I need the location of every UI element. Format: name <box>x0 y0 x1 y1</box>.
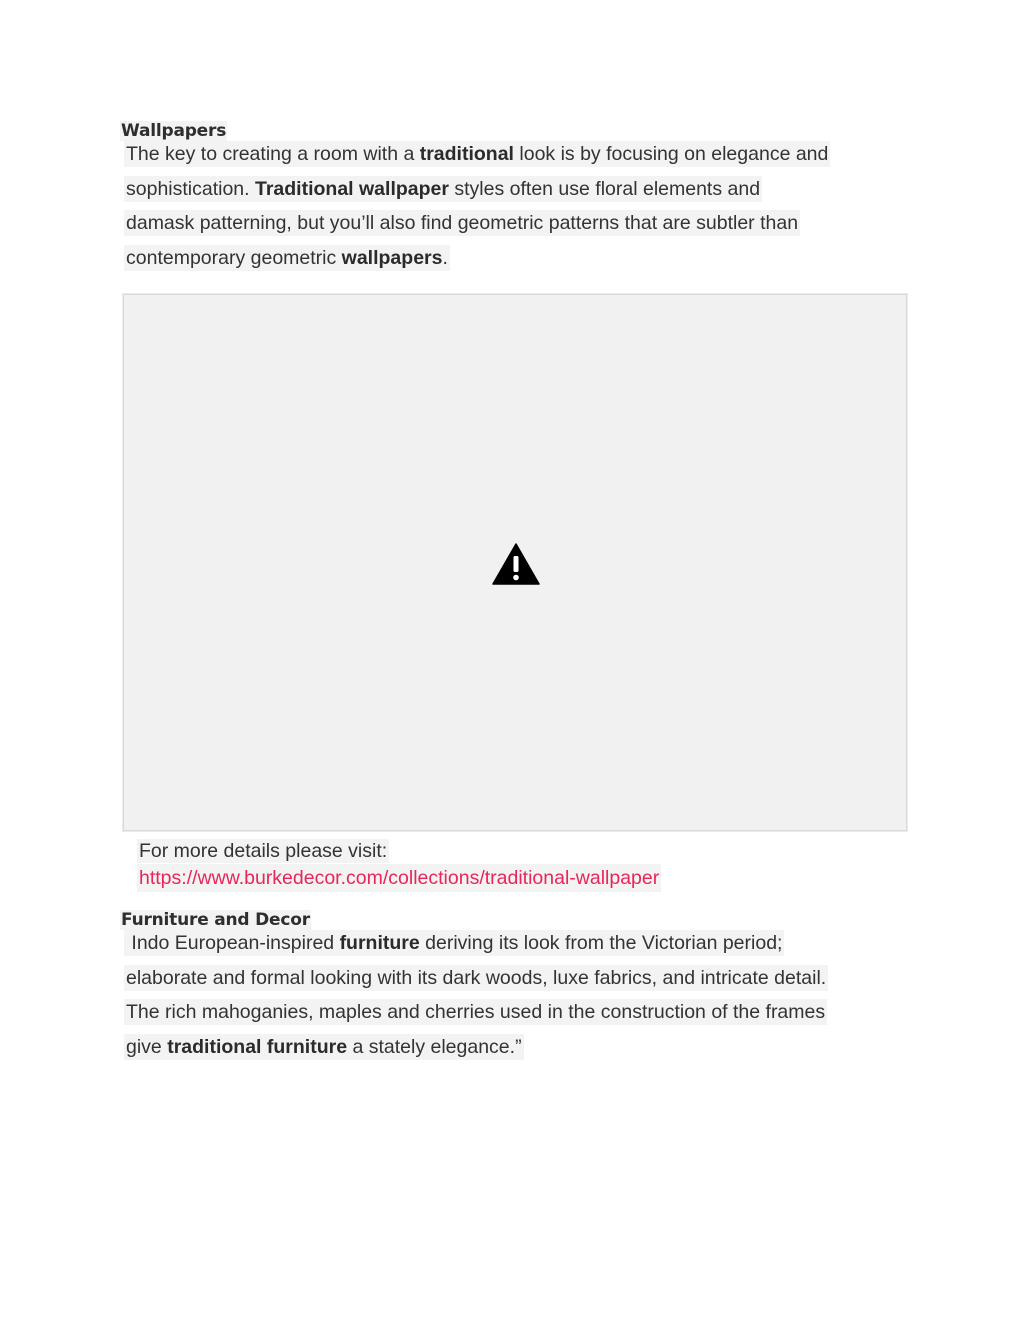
wallpapers-heading: Wallpapers <box>121 121 227 141</box>
burkedecor-link[interactable]: https://www.burkedecor.com/collections/traditional-wallpaper <box>137 864 661 892</box>
wallpapers-paragraph <box>124 137 864 275</box>
paragraph-line: damask patterning, but you’ll also find geometric patterns that are subtler than <box>126 212 799 234</box>
paragraph-line: Indo European-inspired furniture deriving its look from the Victorian period; <box>126 932 783 954</box>
paragraph-line: The rich mahoganies, maples and cherries used in the construction of the frames <box>126 1001 826 1023</box>
paragraph-line: sophistication. Traditional wallpaper styles often use floral elements and <box>126 177 761 200</box>
furniture-paragraph <box>124 926 864 1064</box>
visit-label: For more details please visit: <box>139 840 388 862</box>
warning-triangle-icon <box>492 543 540 585</box>
paragraph-line: The key to creating a room with a traditional look is by focusing on elegance and <box>126 143 829 165</box>
visit-block <box>137 838 661 892</box>
paragraph-line: give traditional furniture a stately elegance.” <box>126 1035 522 1058</box>
paragraph-line: contemporary geometric wallpapers. <box>126 246 448 269</box>
furniture-heading: Furniture and Decor <box>121 910 310 930</box>
paragraph-line: elaborate and formal looking with its dark woods, luxe fabrics, and intricate detail. <box>126 966 827 989</box>
